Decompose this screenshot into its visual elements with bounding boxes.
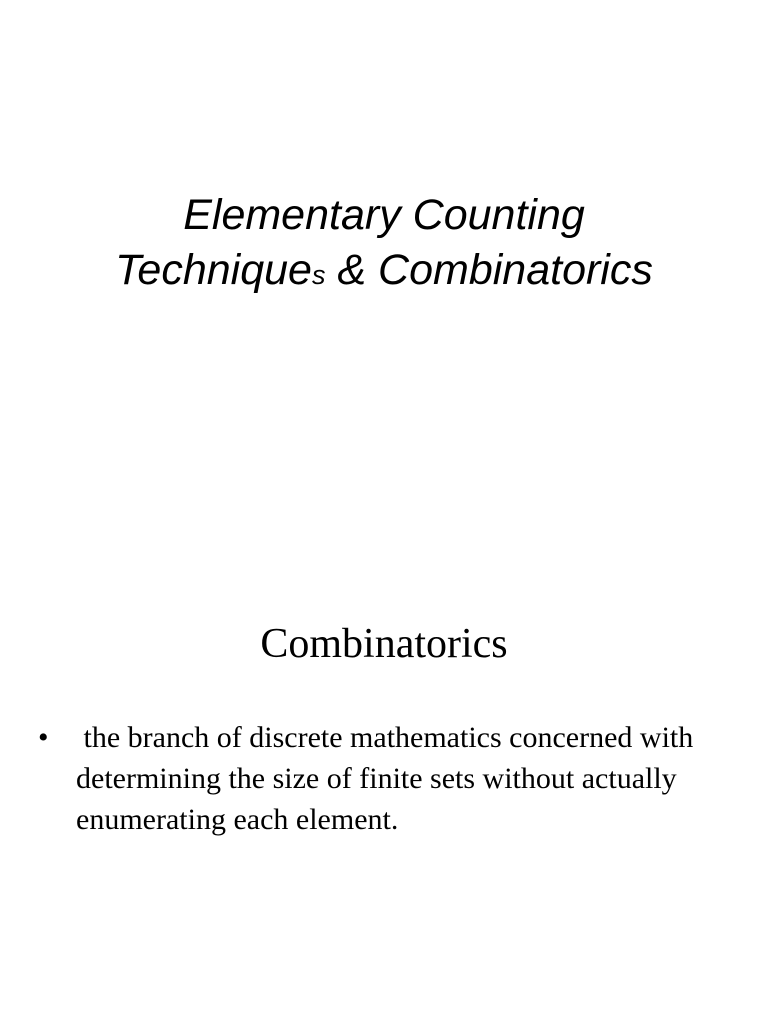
slide-1-title <box>0 188 768 303</box>
title-line-2-rest: & Combinatorics <box>325 246 653 294</box>
title-line-2-small-s: s <box>311 260 326 290</box>
title-line-2-main: Technique <box>115 246 312 294</box>
slide-2-title: Combinatorics <box>260 621 508 667</box>
bullet-marker: • <box>38 721 49 754</box>
bullet-list <box>38 717 738 840</box>
slide-2 <box>0 512 768 1024</box>
title-line-2 <box>0 243 768 303</box>
bullet-text: the branch of discrete mathematics concerned with determining the size of finite sets without actually enumerating each element. <box>76 721 701 836</box>
bullet-item <box>38 717 738 840</box>
title-line-1: Elementary Counting <box>183 191 585 239</box>
